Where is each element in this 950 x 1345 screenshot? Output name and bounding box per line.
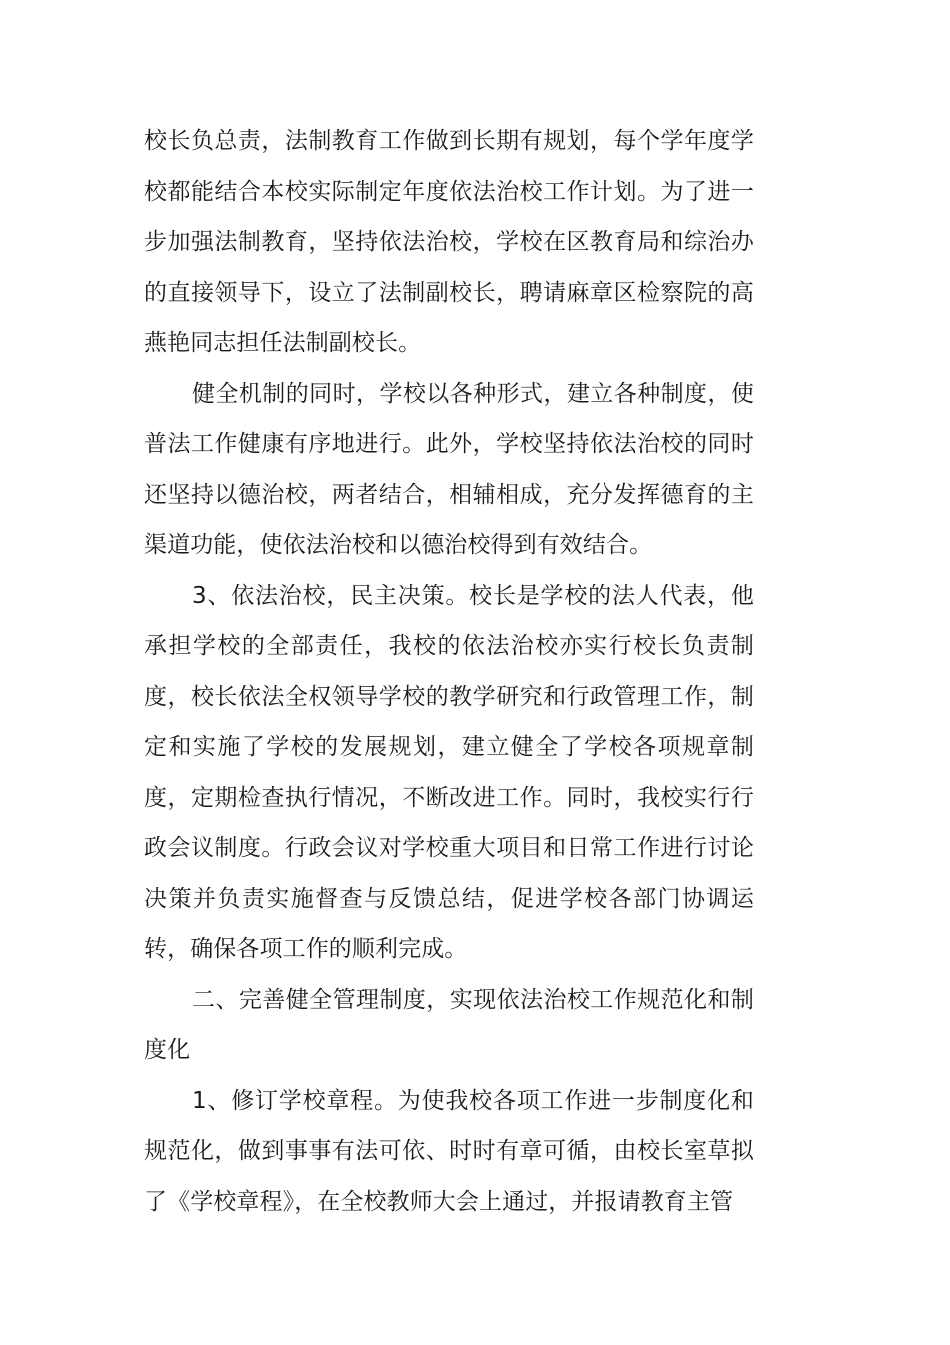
paragraph-school-charter: 1、修订学校章程。为使我校各项工作进一步制度化和规范化，做到事事有法可依、时时有章可循，由校长室草拟了《学校章程》，在全校教师大会上通过，并报请教育主管 [144,1087,754,1215]
paragraph-democratic-decision: 3、依法治校，民主决策。校长是学校的法人代表，他承担学校的全部责任，我校的依法治校亦实行校长负责制度，校长依法全权领导学校的教学研究和行政管理工作，制定和实施了学校的发展规划，建立健全了学校各项规章制度，定期检查执行情况，不断改进工作。同时，我校实行行政会议制度。行政会议对学校重大项目和日常工作进行讨论决策并负责实施督查与反馈总结，促进学校各部门协调运转，确保各项工作的顺利完成。 [144,582,754,962]
document-body [144,116,754,1227]
paragraph-mechanism: 健全机制的同时，学校以各种形式，建立各种制度，使普法工作健康有序地进行。此外，学校坚持依法治校的同时还坚持以德治校，两者结合，相辅相成，充分发挥德育的主渠道功能，使依法治校和以德治校得到有效结合。 [144,380,754,558]
paragraph-continuation: 校长负总责，法制教育工作做到长期有规划，每个学年度学校都能结合本校实际制定年度依法治校工作计划。为了进一步加强法制教育，坚持依法治校，学校在区教育局和综治办的直接领导下，设立了法制副校长，聘请麻章区检察院的高燕艳同志担任法制副校长。 [144,128,754,356]
section-heading-management-system: 二、完善健全管理制度，实现依法治校工作规范化和制度化 [144,986,754,1063]
